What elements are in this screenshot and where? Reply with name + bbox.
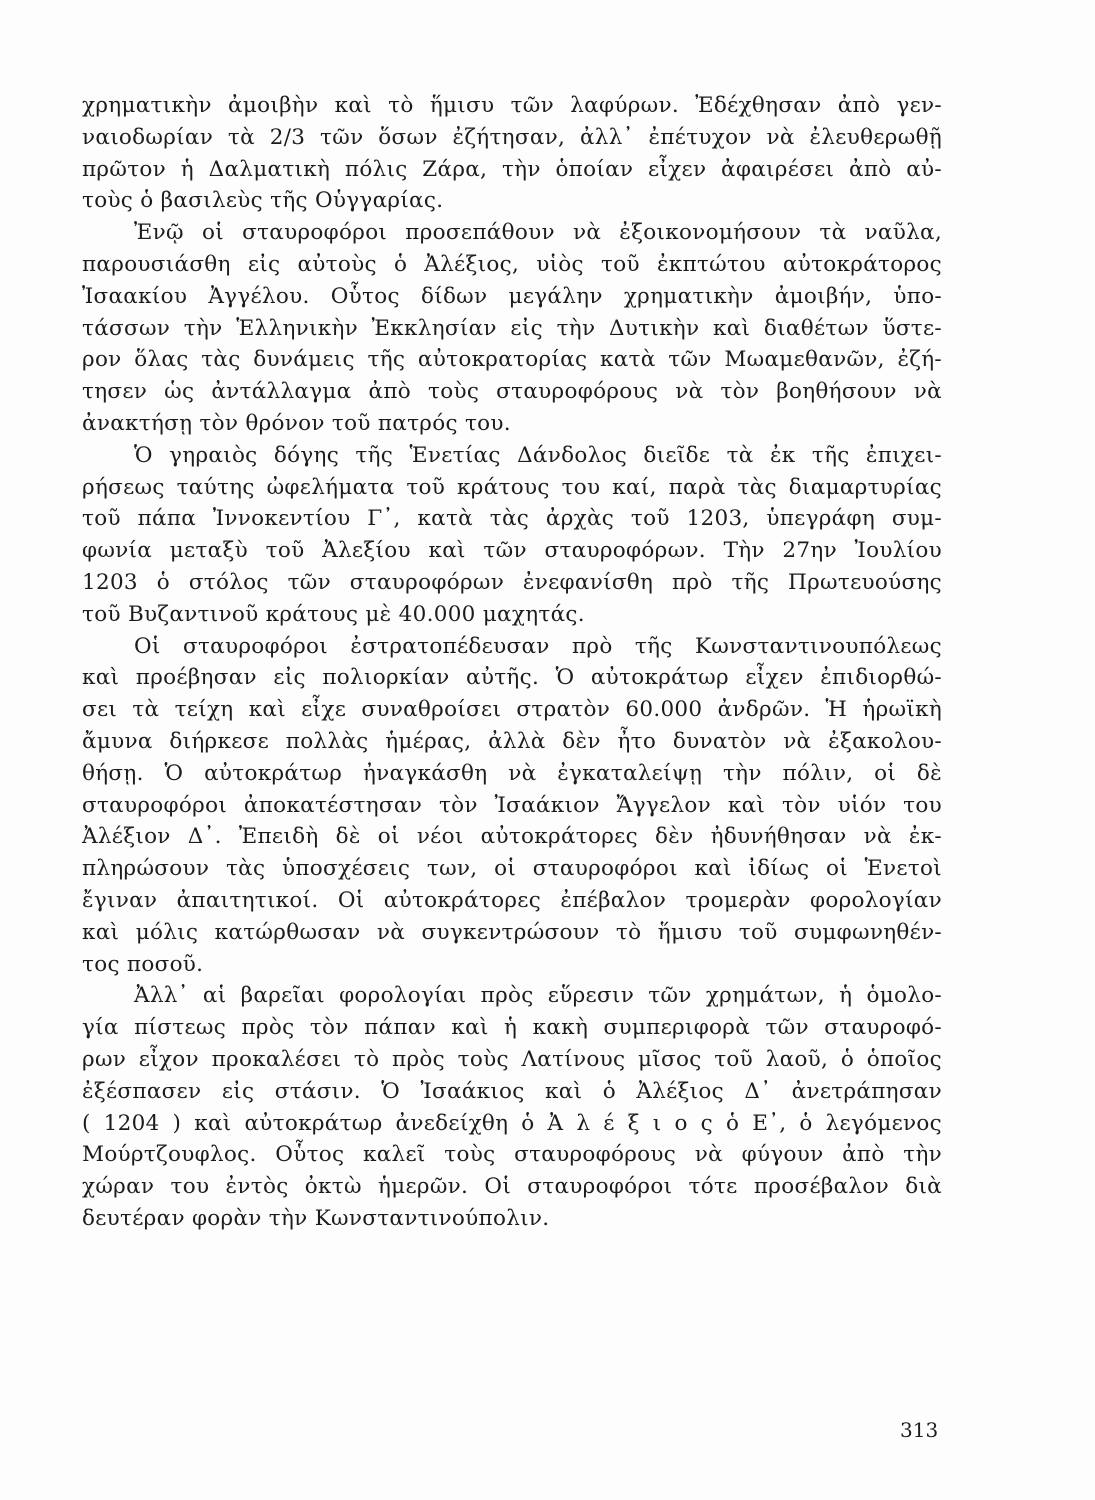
text-line: Οἱ σταυροφόροι ἐστρατοπέδευσαν πρὸ τῆς Κωνσταντινουπόλεως xyxy=(134,633,942,659)
paragraph-5 xyxy=(82,980,942,1234)
text-line: θήσῃ. Ὁ αὐτοκράτωρ ἠναγκάσθη νὰ ἐγκαταλείψῃ τὴν πόλιν, οἱ δὲ xyxy=(82,760,942,786)
text-line: τησεν ὡς ἀντάλλαγμα ἀπὸ τοὺς σταυροφόρους νὰ τὸν βοηθήσουν νὰ xyxy=(82,379,942,405)
text-line: τοῦ πάπα Ἰννοκεντίου Γ᾽, κατὰ τὰς ἀρχὰς τοῦ 1203, ὑπεγράφη συμ- xyxy=(82,506,942,532)
text-line: παρουσιάσθη εἰς αὐτοὺς ὁ Ἀλέξιος, υἱὸς τοῦ ἐκπτώτου αὐτοκράτορος xyxy=(82,251,942,277)
text-line: χώραν του ἐντὸς ὀκτὼ ἡμερῶν. Οἱ σταυροφόροι τότε προσέβαλον διὰ xyxy=(82,1174,942,1200)
text-line: τος ποσοῦ. xyxy=(82,951,204,977)
text-line: καὶ προέβησαν εἰς πολιορκίαν αὐτῆς. Ὁ αὐτοκράτωρ εἶχεν ἐπιδιορθώ- xyxy=(82,665,942,691)
text-line: ( 1204 ) καὶ αὐτοκράτωρ ἀνεδείχθη ὁ Ἀ λ έ ξ ι ο ς ὁ Ε᾽, ὁ λεγόμενος xyxy=(82,1110,942,1136)
text-line: σταυροφόροι ἀποκατέστησαν τὸν Ἰσαάκιον Ἄγγελον καὶ τὸν υἱόν του xyxy=(82,792,942,818)
page-number: 313 xyxy=(900,1418,939,1442)
text-line: σει τὰ τείχη καὶ εἶχε συναθροίσει στρατὸν 60.000 ἀνδρῶν. Ἡ ἡρωϊκὴ xyxy=(82,697,942,723)
body-text xyxy=(82,90,942,1235)
paragraph-2 xyxy=(82,217,942,440)
text-line: γία πίστεως πρὸς τὸν πάπαν καὶ ἡ κακὴ συμπεριφορὰ τῶν σταυροφό- xyxy=(82,1015,942,1041)
text-line: χρηματικὴν ἀμοιβὴν καὶ τὸ ἥμισυ τῶν λαφύρων. Ἐδέχθησαν ἀπὸ γεν- xyxy=(82,93,942,118)
text-line: ρων εἶχον προκαλέσει τὸ πρὸς τοὺς Λατίνους μῖσος τοῦ λαοῦ, ὁ ὁποῖος xyxy=(82,1046,942,1072)
text-line: ρον ὅλας τὰς δυνάμεις τῆς αὐτοκρατορίας κατὰ τῶν Μωαμεθανῶν, ἐζή- xyxy=(82,347,942,373)
text-line: πληρώσουν τὰς ὑποσχέσεις των, οἱ σταυροφόροι καὶ ἰδίως οἱ Ἑνετοὶ xyxy=(82,856,942,882)
text-line: ἐξέσπασεν εἰς στάσιν. Ὁ Ἰσαάκιος καὶ ὁ Ἀλέξιος Δ᾽ ἀνετράπησαν xyxy=(82,1078,942,1104)
text-line: ἀνακτήσῃ τὸν θρόνον τοῦ πατρός του. xyxy=(82,410,511,436)
text-line: ρήσεως ταύτης ὠφελήματα τοῦ κράτους του καί, παρὰ τὰς διαμαρτυρίας xyxy=(82,474,942,500)
text-line: τοῦ Βυζαντινοῦ κράτους μὲ 40.000 μαχητάς. xyxy=(82,601,585,627)
text-line: Ἀλέξιον Δ᾽. Ἐπειδὴ δὲ οἱ νέοι αὐτοκράτορες δὲν ἠδυνήθησαν νὰ ἐκ- xyxy=(82,824,942,850)
text-line: Ἐνῷ οἱ σταυροφόροι προσεπάθουν νὰ ἐξοικονομήσουν τὰ ναῦλα, xyxy=(134,220,942,246)
paragraph-4 xyxy=(82,631,942,981)
text-line: Μούρτζουφλος. Οὗτος καλεῖ τοὺς σταυροφόρους νὰ φύγουν ἀπὸ τὴν xyxy=(82,1142,942,1168)
text-line: Ὁ γηραιὸς δόγης τῆς Ἑνετίας Δάνδολος διεῖδε τὰ ἐκ τῆς ἐπιχει- xyxy=(134,442,942,468)
text-line: 1203 ὁ στόλος τῶν σταυροφόρων ἐνεφανίσθη πρὸ τῆς Πρωτευούσης xyxy=(82,569,942,595)
text-line: δευτέραν φορὰν τὴν Κωνσταντινούπολιν. xyxy=(82,1205,550,1231)
text-line: τάσσων τὴν Ἑλληνικὴν Ἐκκλησίαν εἰς τὴν Δυτικὴν καὶ διαθέτων ὕστε- xyxy=(82,315,942,341)
text-line: πρῶτον ἡ Δαλματικὴ πόλις Ζάρα, τὴν ὁποίαν εἶχεν ἀφαιρέσει ἀπὸ αὐ- xyxy=(82,156,942,182)
paragraph-3 xyxy=(82,440,942,631)
text-line: Ἰσαακίου Ἀγγέλου. Οὗτος δίδων μεγάλην χρηματικὴν ἀμοιβήν, ὑπο- xyxy=(82,283,942,309)
text-line: τοὺς ὁ βασιλεὺς τῆς Οὑγγαρίας. xyxy=(82,188,444,214)
paragraph-1 xyxy=(82,90,942,217)
text-line: ναιοδωρίαν τὰ 2/3 τῶν ὅσων ἐζήτησαν, ἀλλ᾽ ἐπέτυχον νὰ ἐλευθερωθῇ xyxy=(82,124,942,150)
text-line: ἔγιναν ἀπαιτητικοί. Οἱ αὐτοκράτορες ἐπέβαλον τρομερὰν φορολογίαν xyxy=(82,887,942,913)
text-line: ἄμυνα διήρκεσε πολλὰς ἡμέρας, ἀλλὰ δὲν ἦτο δυνατὸν νὰ ἐξακολου- xyxy=(82,728,942,754)
text-line: φωνία μεταξὺ τοῦ Ἀλεξίου καὶ τῶν σταυροφόρων. Τὴν 27ην Ἰουλίου xyxy=(82,538,942,564)
text-line: καὶ μόλις κατώρθωσαν νὰ συγκεντρώσουν τὸ ἥμισυ τοῦ συμφωνηθέν- xyxy=(82,919,942,945)
text-line: Ἀλλ᾽ αἱ βαρεῖαι φορολογίαι πρὸς εὕρεσιν τῶν χρημάτων, ἡ ὁμολο- xyxy=(134,983,942,1009)
